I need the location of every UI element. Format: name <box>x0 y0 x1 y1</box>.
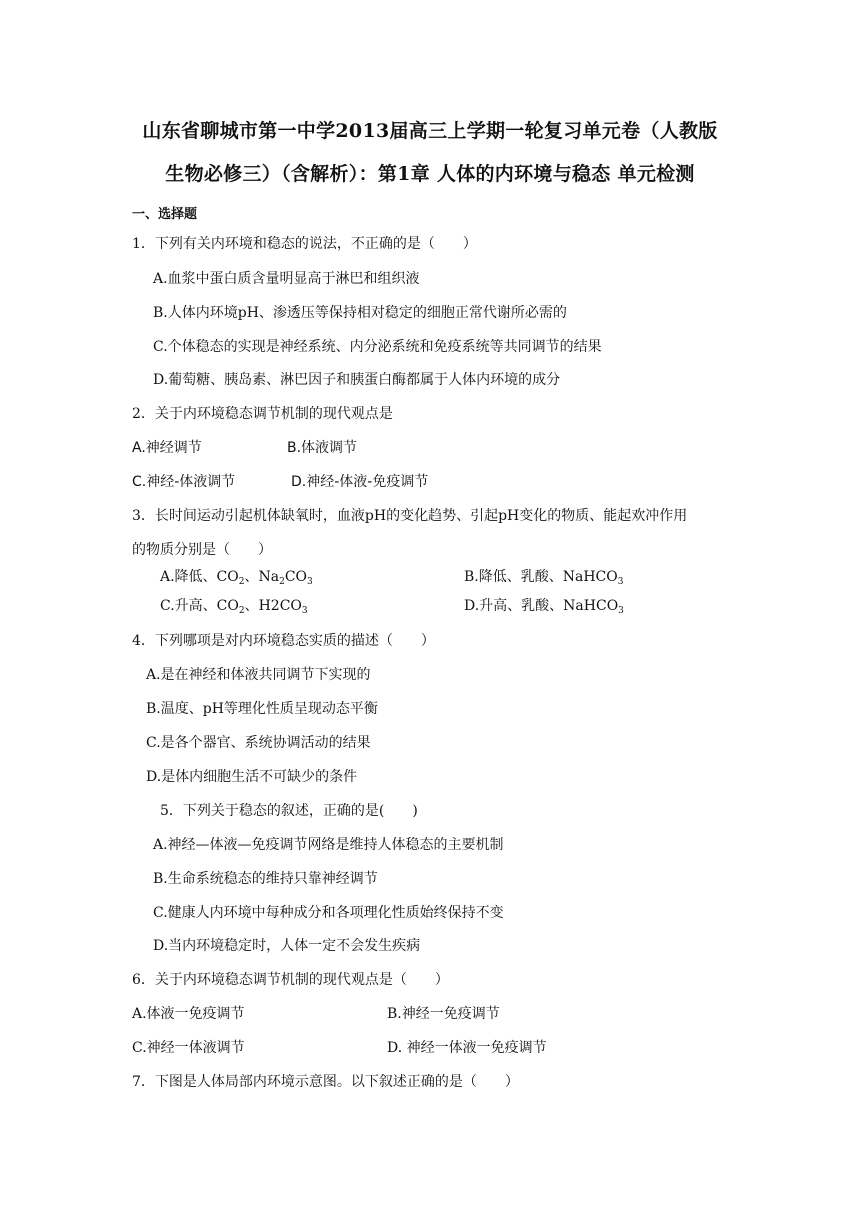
question-5-option-b: B.生命系统稳态的维持只靠神经调节 <box>153 871 378 887</box>
question-3-option-d: D.升高、乳酸、NaHCO$_3$ <box>464 598 624 616</box>
question-7-stem: 7．下图是人体局部内环境示意图。以下叙述正确的是（ ） <box>132 1074 519 1090</box>
question-3-option-b: B.降低、乳酸、NaHCO$_3$ <box>464 569 624 587</box>
section-heading: 一、选择题 <box>132 207 198 222</box>
question-2-option-a: A.神经调节 <box>132 440 202 456</box>
question-1-stem: 1．下列有关内环境和稳态的说法，不正确的是（ ） <box>132 236 477 252</box>
question-2-option-c: C.神经-体液调节 <box>132 474 236 490</box>
question-4-option-b: B.温度、pH等理化性质呈现动态平衡 <box>146 701 378 717</box>
question-4-stem: 4．下列哪项是对内环境稳态实质的描述（ ） <box>132 633 435 649</box>
question-6-option-c: C.神经一体液调节 <box>132 1040 245 1056</box>
question-1-option-a: A.血浆中蛋白质含量明显高于淋巴和组织液 <box>153 271 420 287</box>
question-3-option-c: C.升高、$CO_2$、$H2CO_3$ <box>160 598 308 616</box>
document-title-line2: 生物必修三）（含解析）：第1章 人体的内环境与稳态 单元检测 <box>165 163 695 185</box>
document-title-line1: 山东省聊城市第一中学2013届高三上学期一轮复习单元卷（人教版 <box>142 120 718 142</box>
question-3-option-a: A.降低、$CO_2$、$Na_2CO_3$ <box>160 569 313 587</box>
question-4-option-d: D.是体内细胞生活不可缺少的条件 <box>146 769 358 785</box>
question-5-option-d: D.当内环境稳定时，人体一定不会发生疾病 <box>153 938 421 954</box>
question-6-option-d: D. 神经一体液一免疫调节 <box>387 1040 547 1056</box>
question-6-stem: 6．关于内环境稳态调节机制的现代观点是（ ） <box>132 972 449 988</box>
question-3-stem-line1: 3．长时间运动引起机体缺氧时，血液pH的变化趋势、引起pH变化的物质、能起欢冲作用 <box>132 508 688 524</box>
question-6-option-a: A.体液一免疫调节 <box>132 1006 245 1022</box>
question-6-option-b: B.神经一免疫调节 <box>387 1006 500 1022</box>
question-2-option-b: B.体液调节 <box>287 440 358 456</box>
question-5-option-a: A.神经—体液—免疫调节网络是维持人体稳态的主要机制 <box>153 837 504 853</box>
question-1-option-c: C.个体稳态的实现是神经系统、内分泌系统和免疫系统等共同调节的结果 <box>153 339 602 355</box>
question-4-option-a: A.是在神经和体液共同调节下实现的 <box>146 667 371 683</box>
question-5-stem: 5．下列关于稳态的叙述，正确的是( ) <box>160 803 418 819</box>
question-3-stem-line2: 的物质分别是（ ） <box>132 542 272 558</box>
question-1-option-b: B.人体内环境pH、渗透压等保持相对稳定的细胞正常代谢所必需的 <box>153 305 567 321</box>
question-4-option-c: C.是各个器官、系统协调活动的结果 <box>146 735 371 751</box>
question-5-option-c: C.健康人内环境中每种成分和各项理化性质始终保持不变 <box>153 905 504 921</box>
question-2-stem: 2．关于内环境稳态调节机制的现代观点是 <box>132 406 393 422</box>
question-2-option-d: D.神经-体液-免疫调节 <box>291 474 429 490</box>
question-1-option-d: D.葡萄糖、胰岛素、淋巴因子和胰蛋白酶都属于人体内环境的成分 <box>153 372 561 388</box>
